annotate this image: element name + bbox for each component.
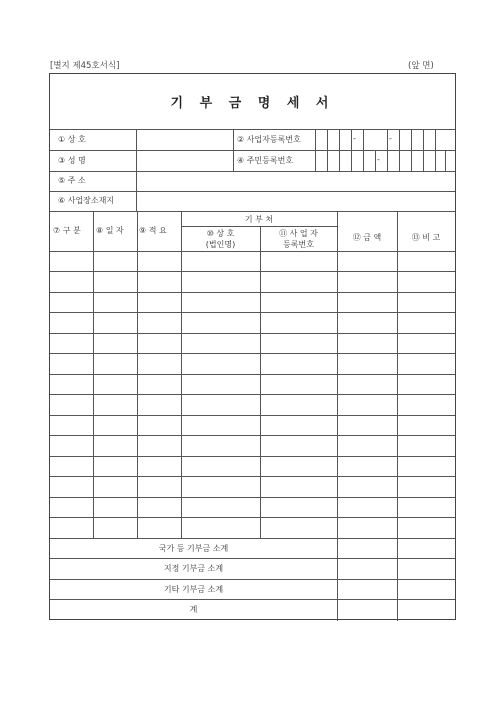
address-label: ⑤ 주 소 — [58, 176, 86, 185]
column-divider — [397, 211, 398, 621]
digit-box-line — [327, 129, 328, 171]
recipient-name-subheader: (법인명) — [205, 240, 236, 249]
dash-mark: - — [377, 155, 380, 164]
table-row-line — [50, 456, 455, 457]
trade-name-label: ① 상 호 — [58, 135, 86, 144]
table-row-line — [50, 271, 455, 272]
digit-box-line — [423, 129, 424, 171]
column-divider — [93, 211, 94, 538]
dash-mark: - — [389, 134, 392, 143]
category-header: ⑦ 구 분 — [53, 226, 81, 235]
digit-box-line — [387, 150, 388, 171]
digit-box-line — [339, 129, 340, 171]
table-row-line — [50, 435, 455, 436]
row-divider — [50, 211, 455, 212]
form-number: [별지 제45호서식] — [50, 61, 120, 71]
totals-divider — [50, 579, 455, 580]
table-row-line — [50, 517, 455, 518]
remarks-header: ⑬ 비 고 — [411, 233, 441, 242]
digit-box-line — [445, 150, 446, 171]
table-row-line — [50, 394, 455, 395]
digit-box-line — [411, 129, 412, 171]
totals-divider — [50, 558, 455, 559]
designated-subtotal-label: 지정 기부금 소계 — [163, 564, 224, 573]
summary-header: ⑨ 적 요 — [139, 226, 167, 235]
biz-location-label: ⑥ 사업장소재지 — [58, 196, 115, 205]
table-row-line — [50, 353, 455, 354]
date-header: ⑧ 일 자 — [96, 226, 124, 235]
recipient-reg-header: ⑪ 사 업 자 — [279, 229, 318, 238]
info-divider — [315, 129, 316, 171]
info-divider — [233, 129, 234, 171]
biz-reg-no-label: ② 사업자등록번호 — [237, 135, 301, 144]
recipient-header: 기 부 처 — [244, 215, 274, 224]
column-divider — [181, 211, 182, 538]
row-divider — [50, 191, 455, 192]
column-divider — [337, 211, 338, 621]
table-row-line — [50, 476, 455, 477]
dash-mark: - — [353, 134, 356, 143]
info-divider — [136, 129, 137, 171]
resident-no-label: ④ 주민등록번호 — [237, 156, 294, 165]
amount-header: ⑫ 금 액 — [352, 233, 382, 242]
table-row-line — [50, 333, 455, 334]
other-subtotal-label: 기타 기부금 소계 — [163, 585, 224, 594]
table-row-line — [50, 312, 455, 313]
form-title: 기 부 금 명 세 서 — [170, 96, 335, 111]
name-label: ③ 성 명 — [58, 156, 86, 165]
digit-box-line — [399, 129, 400, 171]
table-row-line — [50, 292, 455, 293]
column-header-divider — [50, 251, 455, 252]
column-divider — [260, 226, 261, 538]
table-row-line — [50, 497, 455, 498]
digit-box-line — [375, 150, 376, 171]
digit-box-line — [435, 129, 436, 171]
digit-box-line — [387, 129, 388, 150]
table-row-line — [50, 374, 455, 375]
donation-statement-form — [49, 73, 456, 620]
totals-divider — [50, 538, 455, 539]
page-side-label: (앞 면) — [408, 61, 434, 71]
table-row-line — [50, 415, 455, 416]
totals-divider — [50, 599, 455, 600]
grand-total-label: 계 — [189, 605, 198, 614]
recipient-reg-subheader: 등록번호 — [283, 240, 314, 249]
recipient-header-divider — [181, 226, 337, 227]
title-divider — [50, 129, 455, 130]
row-divider — [50, 150, 455, 151]
row-divider — [50, 171, 455, 172]
digit-box-line — [363, 129, 364, 150]
recipient-name-header: ⑩ 상 호 — [206, 229, 235, 238]
national-subtotal-label: 국가 등 기부금 소계 — [158, 544, 229, 553]
info-divider — [136, 171, 137, 211]
digit-box-line — [351, 129, 352, 171]
column-divider — [137, 211, 138, 538]
digit-box-line — [363, 150, 364, 171]
